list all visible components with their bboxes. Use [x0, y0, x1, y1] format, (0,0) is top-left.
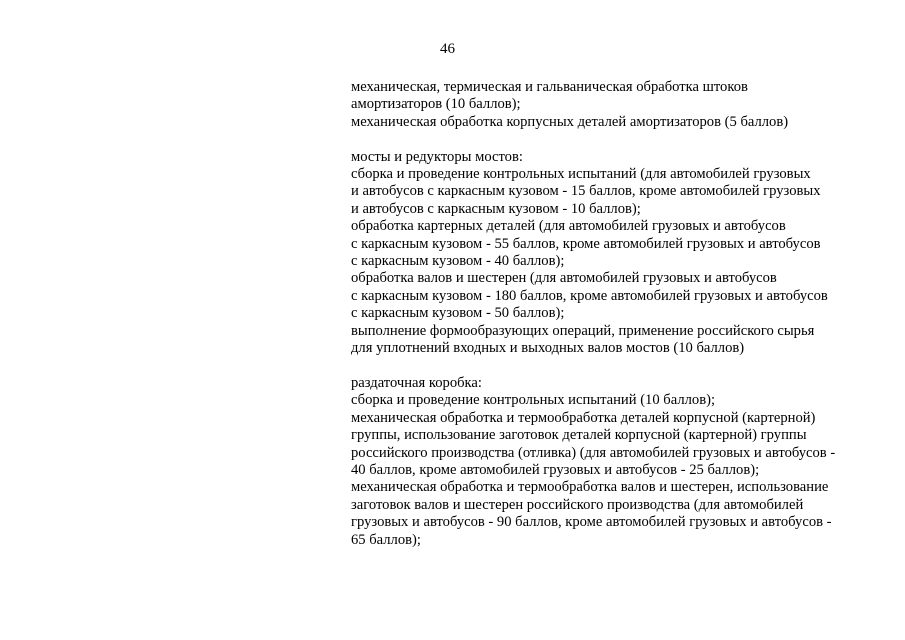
- text-line: грузовых и автобусов - 90 баллов, кроме автомобилей грузовых и автобусов -: [351, 514, 832, 531]
- text-line: с каркасным кузовом - 40 баллов);: [351, 253, 565, 270]
- text-line: сборка и проведение контрольных испытаний (10 баллов);: [351, 392, 715, 409]
- text-line: российского производства (отливка) (для автомобилей грузовых и автобусов -: [351, 444, 836, 461]
- page-number: 46: [440, 41, 455, 57]
- section-heading: мосты и редукторы мостов:: [351, 148, 523, 165]
- text-line: механическая обработка корпусных деталей амортизаторов (5 баллов): [351, 113, 789, 130]
- document-body: [351, 79, 871, 549]
- paragraph-gap: [351, 357, 871, 374]
- text-line: обработка валов и шестерен (для автомобилей грузовых и автобусов: [351, 270, 777, 287]
- text-line: обработка картерных деталей (для автомобилей грузовых и автобусов: [351, 218, 786, 235]
- text-line: 40 баллов, кроме автомобилей грузовых и автобусов - 25 баллов);: [351, 461, 760, 478]
- text-line: и автобусов с каркасным кузовом - 15 баллов, кроме автомобилей грузовых: [351, 183, 821, 200]
- paragraph-gap: [351, 131, 871, 148]
- text-line: сборка и проведение контрольных испытаний (для автомобилей грузовых: [351, 166, 811, 183]
- text-line: заготовок валов и шестерен российского производства (для автомобилей: [351, 496, 804, 513]
- text-line: с каркасным кузовом - 50 баллов);: [351, 305, 565, 322]
- text-line: с каркасным кузовом - 180 баллов, кроме автомобилей грузовых и автобусов: [351, 287, 828, 304]
- text-line: 65 баллов);: [351, 531, 421, 548]
- text-line: для уплотнений входных и выходных валов мостов (10 баллов): [351, 340, 745, 357]
- text-line: механическая обработка и термообработка валов и шестерен, использование: [351, 479, 829, 496]
- text-line: группы, использование заготовок деталей корпусной (картерной) группы: [351, 427, 807, 444]
- text-line: выполнение формообразующих операций, применение российского сырья: [351, 322, 815, 339]
- text-line: механическая обработка и термообработка деталей корпусной (картерной): [351, 409, 816, 426]
- text-line: и автобусов с каркасным кузовом - 10 баллов);: [351, 200, 641, 217]
- section-shock-absorbers: [351, 79, 871, 131]
- section-axles: [351, 149, 871, 358]
- section-heading: раздаточная коробка:: [351, 374, 482, 391]
- text-line: механическая, термическая и гальваническая обработка штоков: [351, 79, 748, 95]
- text-line: амортизаторов (10 баллов);: [351, 96, 521, 113]
- text-line: с каркасным кузовом - 55 баллов, кроме автомобилей грузовых и автобусов: [351, 235, 821, 252]
- section-transfer-case: [351, 375, 871, 549]
